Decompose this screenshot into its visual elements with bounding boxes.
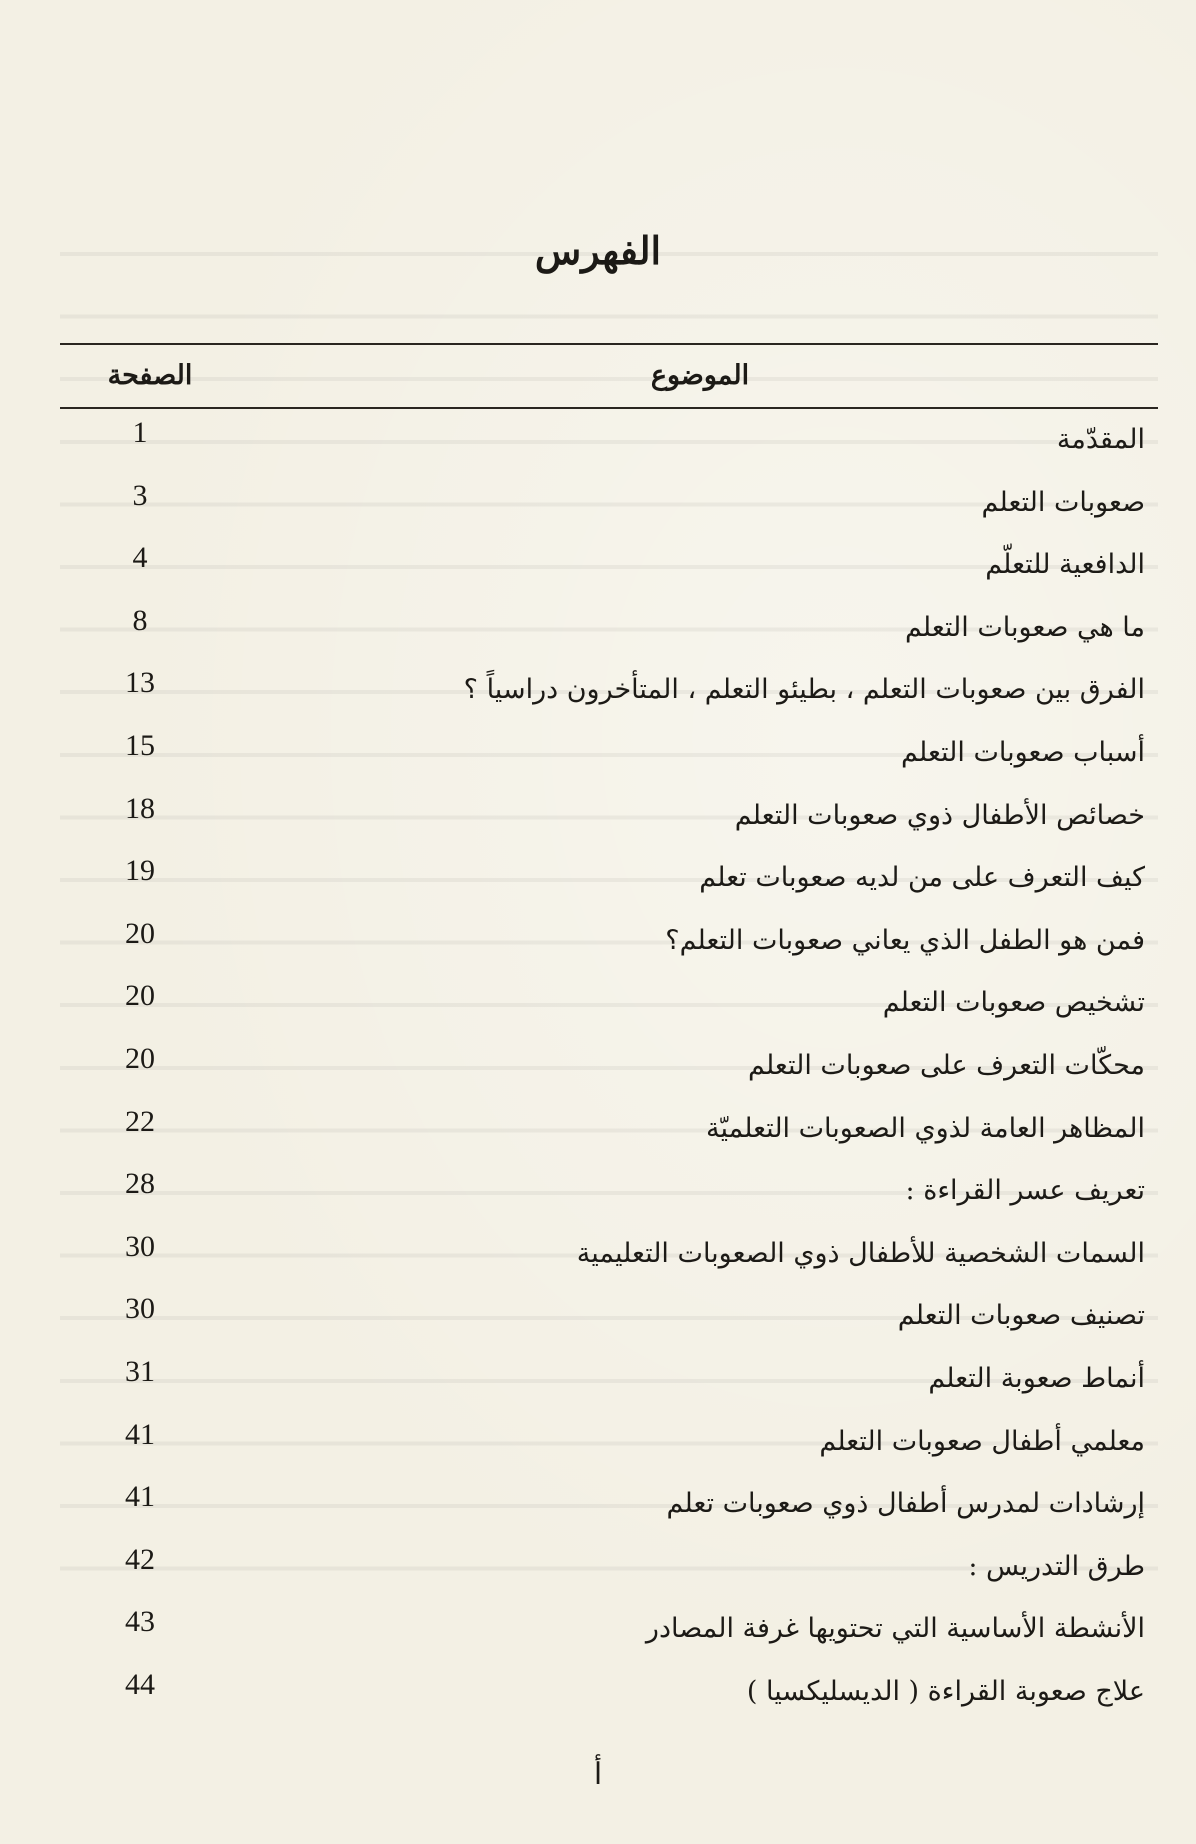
- toc-row: [100, 1038, 1145, 1101]
- toc-topic: خصائص الأطفال ذوي صعوبات التعلم: [734, 799, 1145, 831]
- toc-topic: إرشادات لمدرس أطفال ذوي صعوبات تعلم: [666, 1488, 1145, 1520]
- toc-page-number: 42: [125, 1542, 155, 1576]
- toc-page-number: 41: [125, 1480, 155, 1514]
- toc-topic: صعوبات التعلم: [981, 486, 1145, 518]
- toc-topic: تعريف عسر القراءة :: [905, 1175, 1145, 1207]
- toc-row: [100, 1351, 1145, 1414]
- toc-row: [100, 1601, 1145, 1664]
- topic-column-header: الموضوع: [650, 360, 750, 391]
- toc-page-number: 41: [125, 1417, 155, 1451]
- toc-page-number: 1: [132, 416, 148, 449]
- toc-page-number: 28: [125, 1167, 155, 1201]
- toc-page-number: 3: [132, 478, 148, 512]
- toc-row: [100, 1288, 1145, 1351]
- toc-topic: أسباب صعوبات التعلم: [901, 736, 1145, 768]
- toc-row: [100, 725, 1145, 788]
- toc-topic: تصنيف صعوبات التعلم: [897, 1300, 1145, 1332]
- toc-topic: السمات الشخصية للأطفال ذوي الصعوبات التعليمية: [576, 1237, 1145, 1269]
- toc-topic: أنماط صعوبة التعلم: [928, 1362, 1145, 1394]
- toc-page-number: 20: [125, 1041, 155, 1075]
- toc-page-number: 44: [125, 1667, 155, 1701]
- toc-topic: فمن هو الطفل الذي يعاني صعوبات التعلم؟: [665, 924, 1145, 956]
- toc-topic: ما هي صعوبات التعلم: [904, 611, 1145, 643]
- toc-page-number: 13: [125, 666, 155, 700]
- toc-page-number: 20: [125, 979, 155, 1013]
- toc-topic: علاج صعوبة القراءة ( الديسليكسيا ): [746, 1675, 1145, 1707]
- toc-row: [100, 600, 1145, 663]
- toc-page-number: 19: [125, 854, 155, 888]
- toc-row: [100, 1476, 1145, 1539]
- toc-page-number: 30: [125, 1229, 155, 1263]
- toc-row: [100, 1539, 1145, 1602]
- toc-topic: الفرق بين صعوبات التعلم ، بطيئو التعلم ، المتأخرون دراسياً ؟: [463, 674, 1145, 706]
- toc-page-number: 15: [125, 728, 155, 762]
- toc-page-number: 4: [132, 541, 148, 575]
- toc-topic: محكّات التعرف على صعوبات التعلم: [748, 1049, 1145, 1081]
- page-number: أ: [593, 1757, 603, 1792]
- toc-topic: المقدّمة: [1056, 424, 1145, 455]
- toc-topic: الأنشطة الأساسية التي تحتويها غرفة المصادر: [645, 1613, 1145, 1645]
- toc-topic: المظاهر العامة لذوي الصعوبات التعلميّة: [705, 1112, 1145, 1144]
- toc-page-number: 30: [125, 1292, 155, 1326]
- toc-page-number: 43: [125, 1605, 155, 1639]
- toc-topic: تشخيص صعوبات التعلم: [882, 987, 1145, 1019]
- toc-row: [100, 788, 1145, 851]
- toc-row: [100, 1163, 1145, 1226]
- page-column-header: الصفحة: [107, 360, 193, 391]
- toc-row: [100, 1664, 1145, 1727]
- page-title: الفهرس: [534, 228, 662, 273]
- toc-topic: معلمي أطفال صعوبات التعلم: [819, 1425, 1145, 1457]
- header-bottom-rule: [60, 407, 1158, 409]
- toc-row: [100, 850, 1145, 913]
- toc-page-number: 18: [125, 791, 155, 825]
- toc-page-number: 22: [125, 1104, 155, 1138]
- toc-topic: الدافعية للتعلّم: [985, 549, 1145, 581]
- toc-page-number: 20: [125, 916, 155, 950]
- header-top-rule: [60, 343, 1158, 345]
- toc-row: [100, 1226, 1145, 1289]
- toc-row: [100, 662, 1145, 725]
- toc-row: [100, 537, 1145, 600]
- toc-row: [100, 475, 1145, 538]
- toc-page-number: 8: [132, 603, 148, 637]
- toc-row: [100, 1414, 1145, 1477]
- toc-page-number: 31: [125, 1354, 155, 1388]
- toc-row: [100, 1101, 1145, 1164]
- toc-row: [100, 975, 1145, 1038]
- table-of-contents: [100, 412, 1145, 1726]
- toc-topic: طرق التدريس :: [968, 1550, 1145, 1582]
- toc-row: [100, 913, 1145, 976]
- toc-row: [100, 412, 1145, 475]
- toc-topic: كيف التعرف على من لديه صعوبات تعلم: [699, 862, 1145, 894]
